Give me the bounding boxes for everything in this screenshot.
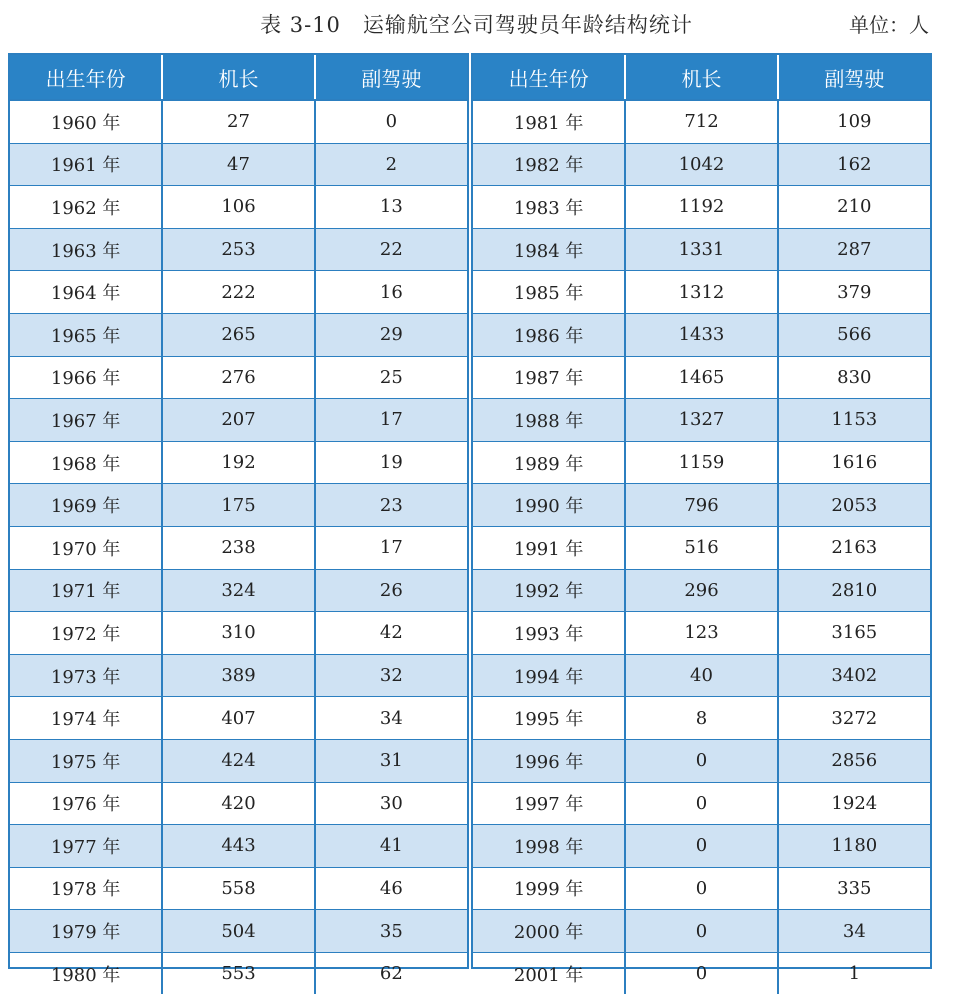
right-table: [473, 55, 930, 994]
pilot-age-table: [8, 53, 932, 986]
cell-birth-year: 1967 年: [10, 399, 162, 442]
cell-captain: 1159: [625, 441, 777, 484]
cell-birth-year: 1980 年: [10, 952, 162, 994]
cell-captain: 27: [162, 100, 314, 143]
table-row: [473, 612, 930, 655]
cell-captain: 504: [162, 910, 314, 953]
cell-copilot: 13: [315, 186, 467, 229]
cell-captain: 0: [625, 867, 777, 910]
cell-birth-year: 2001 年: [473, 952, 625, 994]
cell-captain: 276: [162, 356, 314, 399]
cell-birth-year: 1968 年: [10, 441, 162, 484]
cell-copilot: 22: [315, 228, 467, 271]
cell-captain: 106: [162, 186, 314, 229]
right-table-body: [473, 100, 930, 994]
cell-birth-year: 1977 年: [10, 825, 162, 868]
cell-captain: 796: [625, 484, 777, 527]
table-row: [473, 143, 930, 186]
table-row: [10, 399, 467, 442]
table-row: [10, 441, 467, 484]
cell-birth-year: 1981 年: [473, 100, 625, 143]
cell-captain: 0: [625, 825, 777, 868]
table-row: [473, 484, 930, 527]
cell-captain: 310: [162, 612, 314, 655]
cell-copilot: 26: [315, 569, 467, 612]
cell-copilot: 32: [315, 654, 467, 697]
cell-copilot: 287: [778, 228, 930, 271]
table-row: [473, 867, 930, 910]
table-row: [10, 100, 467, 143]
cell-copilot: 46: [315, 867, 467, 910]
cell-copilot: 2810: [778, 569, 930, 612]
cell-birth-year: 1983 年: [473, 186, 625, 229]
table-row: [10, 313, 467, 356]
table-row: [473, 313, 930, 356]
cell-copilot: 162: [778, 143, 930, 186]
cell-birth-year: 1987 年: [473, 356, 625, 399]
cell-copilot: 62: [379, 963, 403, 985]
cell-birth-year: 1995 年: [473, 697, 625, 740]
table-row: [473, 356, 930, 399]
cell-captain: 175: [162, 484, 314, 527]
cell-birth-year: 1978 年: [10, 867, 162, 910]
cell-birth-year: 1984 年: [473, 228, 625, 271]
header-row: [473, 55, 930, 100]
cell-birth-year: 1989 年: [473, 441, 625, 484]
table-row: [473, 186, 930, 229]
cell-birth-year: 1970 年: [10, 526, 162, 569]
table-left-half: [8, 53, 469, 986]
cell-birth-year: 1971 年: [10, 569, 162, 612]
cell-copilot: 1616: [778, 441, 930, 484]
cell-birth-year: 1997 年: [473, 782, 625, 825]
cell-captain: 40: [625, 654, 777, 697]
table-row: [473, 697, 930, 740]
cell-birth-year: 1973 年: [10, 654, 162, 697]
cell-birth-year: 1982 年: [473, 143, 625, 186]
cell-captain: 192: [162, 441, 314, 484]
cell-copilot: 2856: [778, 739, 930, 782]
cell-copilot: 1: [848, 963, 861, 985]
cell-captain: 1433: [625, 313, 777, 356]
cell-copilot: 17: [315, 399, 467, 442]
cell-birth-year: 1966 年: [10, 356, 162, 399]
table-row: [10, 910, 467, 953]
cell-captain: 1312: [625, 271, 777, 314]
cell-copilot: 42: [315, 612, 467, 655]
cell-birth-year: 1972 年: [10, 612, 162, 655]
table-row: [10, 739, 467, 782]
unit-label: 单位：人: [849, 13, 929, 37]
table-row: [473, 399, 930, 442]
cell-copilot: 0: [315, 100, 467, 143]
cell-copilot: 335: [778, 867, 930, 910]
cell-birth-year: 1965 年: [10, 313, 162, 356]
cell-birth-year: 1985 年: [473, 271, 625, 314]
cell-birth-year: 1962 年: [10, 186, 162, 229]
table-row: [473, 441, 930, 484]
cell-captain: 1042: [625, 143, 777, 186]
cell-birth-year: 1961 年: [10, 143, 162, 186]
cell-captain: 1331: [625, 228, 777, 271]
table-row: [473, 271, 930, 314]
table-row: [10, 271, 467, 314]
cell-captain: 47: [162, 143, 314, 186]
cell-captain: 558: [162, 867, 314, 910]
table-row: [10, 825, 467, 868]
cell-captain: 0: [625, 782, 777, 825]
cell-copilot: 25: [315, 356, 467, 399]
table-row: [10, 356, 467, 399]
cell-copilot: 16: [315, 271, 467, 314]
cell-birth-year: 1986 年: [473, 313, 625, 356]
cell-captain: 407: [162, 697, 314, 740]
cell-birth-year: 1993 年: [473, 612, 625, 655]
cell-copilot: 830: [778, 356, 930, 399]
cell-copilot: 41: [315, 825, 467, 868]
cell-copilot: 2: [315, 143, 467, 186]
table-row: [10, 867, 467, 910]
cell-captain: 238: [162, 526, 314, 569]
cell-copilot: 30: [315, 782, 467, 825]
cell-captain: 222: [162, 271, 314, 314]
cell-captain: 296: [625, 569, 777, 612]
cell-copilot: 2163: [778, 526, 930, 569]
cell-copilot: 3402: [778, 654, 930, 697]
cell-birth-year: 1969 年: [10, 484, 162, 527]
cell-copilot: 1924: [778, 782, 930, 825]
cell-copilot: 109: [778, 100, 930, 143]
cell-copilot: 35: [315, 910, 467, 953]
cell-captain: 1465: [625, 356, 777, 399]
cell-copilot: 29: [315, 313, 467, 356]
table-row: [10, 484, 467, 527]
cell-birth-year: 1979 年: [10, 910, 162, 953]
left-table-body: [10, 100, 467, 994]
cell-captain: 0: [625, 952, 777, 994]
cell-copilot: 1153: [778, 399, 930, 442]
cell-birth-year: 1991 年: [473, 526, 625, 569]
table-row: [10, 569, 467, 612]
table-row: [473, 910, 930, 953]
table-row: [10, 782, 467, 825]
cell-copilot: 210: [778, 186, 930, 229]
cell-copilot: 23: [315, 484, 467, 527]
table-row: [473, 825, 930, 868]
cell-captain: 8: [625, 697, 777, 740]
cell-copilot: 2053: [778, 484, 930, 527]
header-copilot: 副驾驶: [778, 55, 930, 100]
table-row: [10, 186, 467, 229]
cell-copilot: 31: [315, 739, 467, 782]
cell-birth-year: 2000 年: [473, 910, 625, 953]
cell-copilot: 3272: [778, 697, 930, 740]
cell-birth-year: 1960 年: [10, 100, 162, 143]
cell-copilot: 34: [778, 910, 930, 953]
cell-captain: 265: [162, 313, 314, 356]
cell-birth-year: 1964 年: [10, 271, 162, 314]
header-captain: 机长: [162, 55, 314, 100]
cell-birth-year: 1976 年: [10, 782, 162, 825]
table-row: [473, 654, 930, 697]
cell-captain: 389: [162, 654, 314, 697]
table-row: [10, 612, 467, 655]
cell-birth-year: 1992 年: [473, 569, 625, 612]
cell-captain: 443: [162, 825, 314, 868]
cell-captain: 324: [162, 569, 314, 612]
header-captain: 机长: [625, 55, 777, 100]
cell-captain: 553: [162, 952, 314, 994]
cell-captain: 712: [625, 100, 777, 143]
cell-captain: 1192: [625, 186, 777, 229]
cell-birth-year: 1988 年: [473, 399, 625, 442]
header-row: [10, 55, 467, 100]
cell-birth-year: 1990 年: [473, 484, 625, 527]
cell-captain: 1327: [625, 399, 777, 442]
header-birth-year: 出生年份: [473, 55, 625, 100]
cell-birth-year: 1998 年: [473, 825, 625, 868]
cell-captain: 0: [625, 910, 777, 953]
cell-copilot: 17: [315, 526, 467, 569]
cell-birth-year: 1994 年: [473, 654, 625, 697]
cell-copilot: 19: [315, 441, 467, 484]
header-copilot: 副驾驶: [315, 55, 467, 100]
table-row: [10, 228, 467, 271]
cell-birth-year: 1975 年: [10, 739, 162, 782]
cell-birth-year: 1963 年: [10, 228, 162, 271]
left-table: [10, 55, 467, 994]
cell-copilot: 1180: [778, 825, 930, 868]
table-row: [473, 228, 930, 271]
cell-copilot: 379: [778, 271, 930, 314]
cell-captain: 123: [625, 612, 777, 655]
cell-copilot: 3165: [778, 612, 930, 655]
table-row: [473, 526, 930, 569]
cell-copilot: 566: [778, 313, 930, 356]
cell-captain: 420: [162, 782, 314, 825]
table-row: [10, 654, 467, 697]
table-row: [473, 739, 930, 782]
cell-copilot: 34: [315, 697, 467, 740]
cell-birth-year: 1996 年: [473, 739, 625, 782]
table-row: [10, 697, 467, 740]
table-row: [473, 782, 930, 825]
cell-captain: 516: [625, 526, 777, 569]
table-right-half: [471, 53, 932, 986]
cell-birth-year: 1999 年: [473, 867, 625, 910]
cell-birth-year: 1974 年: [10, 697, 162, 740]
header-birth-year: 出生年份: [10, 55, 162, 100]
cell-captain: 207: [162, 399, 314, 442]
table-row: [10, 526, 467, 569]
table-row: [473, 569, 930, 612]
cell-captain: 424: [162, 739, 314, 782]
cell-captain: 253: [162, 228, 314, 271]
table-row: [10, 143, 467, 186]
table-title: 表 3-10 运输航空公司驾驶员年龄结构统计: [260, 13, 693, 37]
cell-captain: 0: [625, 739, 777, 782]
table-row: [473, 100, 930, 143]
